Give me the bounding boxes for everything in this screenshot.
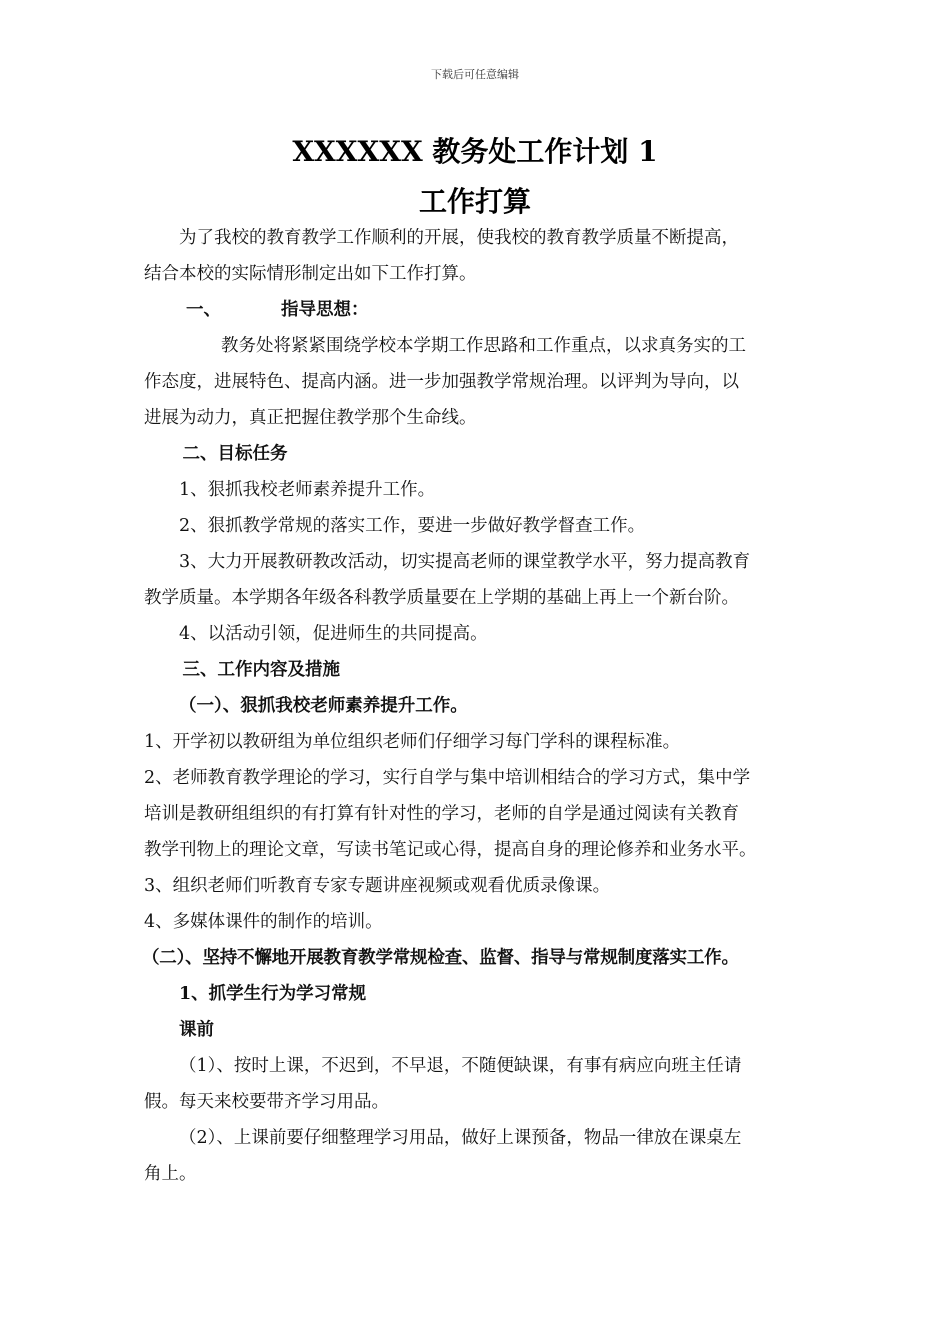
- pre-class-heading: 课前: [179, 1020, 214, 1040]
- sub1-item-2-line-2: 培训是教研组组织的有打算有针对性的学习，老师的自学是通过阅读有关教育: [144, 804, 739, 824]
- rule-2-line-2: 角上。: [144, 1164, 197, 1184]
- goal-3-line-2: 教学质量。本学期各年级各科教学质量要在上学期的基础上再上一个新台阶。: [144, 588, 739, 608]
- subsection-heading-1: （一）、狠抓我校老师素养提升工作。: [179, 696, 468, 716]
- document-title: XXXXXX 教务处工作计划 1: [292, 135, 658, 168]
- goal-1: 1、狠抓我校老师素养提升工作。: [179, 480, 436, 500]
- section-1-title: 指导思想：: [281, 300, 369, 320]
- goal-2: 2、狠抓教学常规的落实工作，要进一步做好教学督查工作。: [179, 516, 646, 536]
- document-subtitle: 工作打算: [418, 185, 531, 218]
- goal-3-line-1: 3、大力开展教研教改活动，切实提高老师的课堂教学水平，努力提高教育: [179, 552, 751, 572]
- intro-line-2: 结合本校的实际情形制定出如下工作打算。: [144, 264, 477, 284]
- sub1-item-2-line-3: 教学刊物上的理论文章，写读书笔记或心得，提高自身的理论修养和业务水平。: [144, 840, 757, 860]
- rule-2-line-1: （2）、上课前要仔细整理学习用品，做好上课预备，物品一律放在课桌左: [179, 1128, 742, 1148]
- rule-1-line-2: 假。每天来校要带齐学习用品。: [144, 1092, 389, 1112]
- section-1-line-2: 作态度，进展特色、提高内涵。进一步加强教学常规治理。以评判为导向，以: [144, 372, 739, 392]
- item-heading-1: 1、抓学生行为学习常规: [179, 984, 367, 1004]
- subsection-heading-2: （二）、坚持不懈地开展教育教学常规检查、监督、指导与常规制度落实工作。: [142, 948, 739, 968]
- section-1-line-3: 进展为动力，真正把握住教学那个生命线。: [144, 408, 477, 428]
- sub1-item-4: 4、多媒体课件的制作的培训。: [144, 912, 383, 932]
- goal-4: 4、以活动引领，促进师生的共同提高。: [179, 624, 488, 644]
- sub1-item-3: 3、组织老师们听教育专家专题讲座视频或观看优质录像课。: [144, 876, 611, 896]
- section-heading-2: 二、目标任务: [182, 444, 288, 464]
- intro-line-1: 为了我校的教育教学工作顺利的开展，使我校的教育教学质量不断提高，: [179, 228, 739, 248]
- section-heading-3: 三、工作内容及措施: [182, 660, 340, 680]
- document-body: [144, 220, 808, 1192]
- page-header: 下载后可任意编辑: [431, 68, 519, 81]
- section-1-line-1: 教务处将紧紧围绕学校本学期工作思路和工作重点，以求真务实的工: [221, 336, 746, 356]
- rule-1-line-1: （1）、按时上课，不迟到，不早退，不随便缺课，有事有病应向班主任请: [179, 1056, 742, 1076]
- sub1-item-2-line-1: 2、老师教育教学理论的学习，实行自学与集中培训相结合的学习方式，集中学: [144, 768, 751, 788]
- sub1-item-1: 1、开学初以教研组为单位组织老师们仔细学习每门学科的课程标准。: [144, 732, 681, 752]
- section-heading-1: [144, 292, 808, 328]
- section-1-number: 一、: [186, 300, 221, 320]
